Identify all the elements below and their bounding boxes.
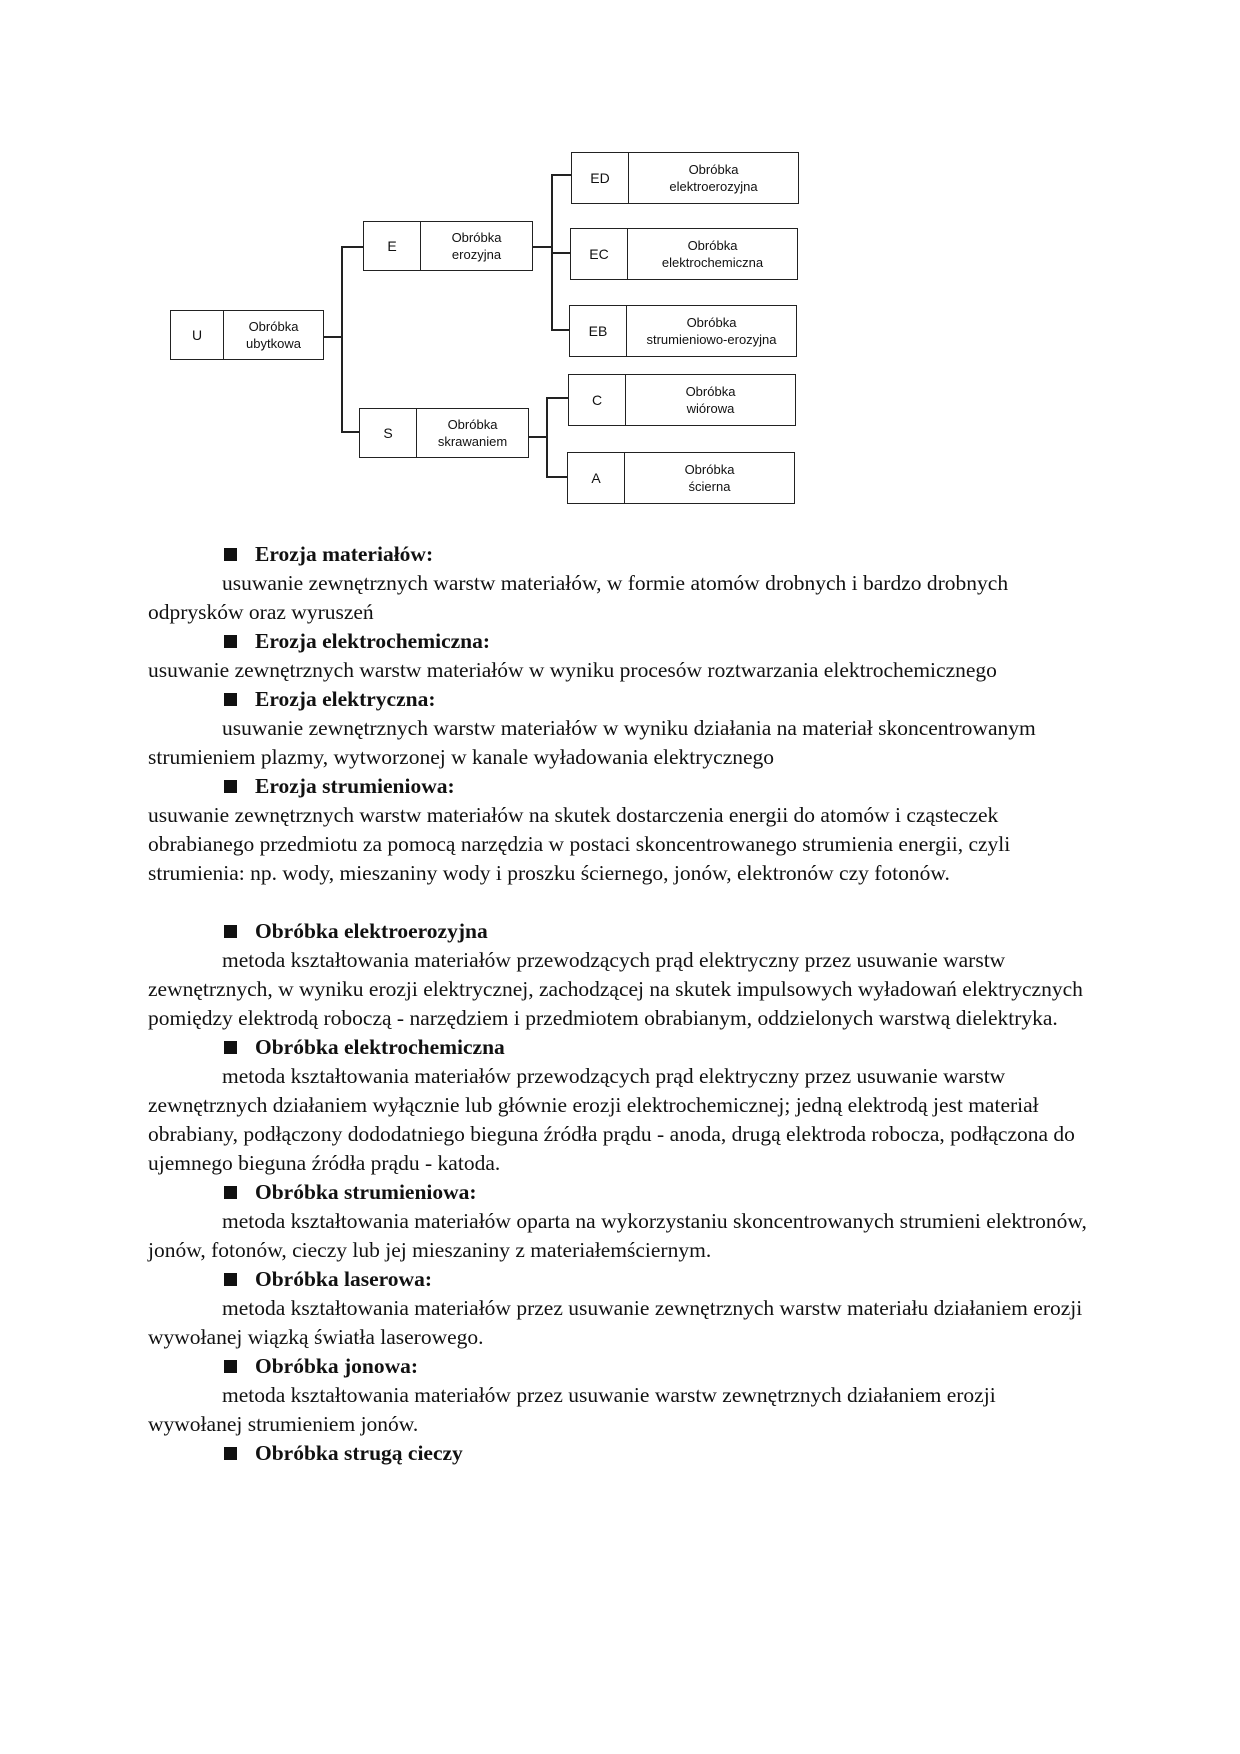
section-body: metoda kształtowania materiałów przez usuwanie zewnętrznych warstw materiału działaniem erozji wywołanej wiązką światła laserowego.: [148, 1296, 1083, 1349]
section-obrobka-strumieniowa: [148, 1178, 1088, 1265]
section-body: usuwanie zewnętrznych warstw materiałów, w formie atomów drobnych i bardzo drobnych odprysków oraz wyruszeń: [148, 571, 1009, 624]
square-bullet-icon: [224, 693, 237, 706]
connector-line: [341, 246, 363, 248]
section-body: metoda kształtowania materiałów przewodzących prąd elektryczny przez usuwanie warstw zewnętrznych, w wyniku erozji elektrycznej, zachodzącej na skutek impulsowych wyładowań elektrycznych pomiędzy elektrodą roboczą - narzędziem i przedmiotem obrabianym, oddzielonych warstwą dielektryka.: [148, 948, 1083, 1030]
connector-line: [551, 174, 571, 176]
diagram-node-root: [170, 310, 324, 360]
section-body: metoda kształtowania materiałów przez usuwanie warstw zewnętrznych działaniem erozji wywołanej strumieniem jonów.: [148, 1383, 996, 1436]
connector-line: [529, 436, 547, 438]
node-label: Obróbka skrawaniem: [437, 417, 508, 449]
section-erozja-materialow: [148, 540, 1088, 627]
classification-diagram: [0, 0, 1240, 520]
section-title: Obróbka jonowa:: [255, 1354, 419, 1378]
diagram-node-ec: [570, 228, 798, 280]
square-bullet-icon: [224, 635, 237, 648]
connector-line: [546, 476, 567, 478]
node-code: C: [569, 375, 626, 425]
node-code: EB: [570, 306, 627, 356]
section-obrobka-elektrochemiczna: [148, 1033, 1088, 1178]
section-title: Erozja elektryczna:: [255, 687, 436, 711]
square-bullet-icon: [224, 1360, 237, 1373]
diagram-node-eb: [569, 305, 797, 357]
node-label: Obróbka erozyjna: [451, 230, 502, 262]
section-erozja-strumieniowa: [148, 772, 1088, 888]
square-bullet-icon: [224, 1447, 237, 1460]
section-body: metoda kształtowania materiałów oparta na wykorzystaniu skoncentrowanych strumieni elektronów, jonów, fotonów, cieczy lub jej mieszaniny z materiałemściernym.: [148, 1209, 1087, 1262]
spacer: [148, 888, 1088, 917]
connector-line: [546, 397, 568, 399]
diagram-node-cutting: [359, 408, 529, 458]
section-title: Obróbka strugą cieczy: [255, 1441, 463, 1465]
section-body: usuwanie zewnętrznych warstw materiałów w wyniku działania na materiał skoncentrowanym strumieniem plazmy, wytworzonej w kanale wyładowania elektrycznego: [148, 716, 1036, 769]
section-title: Erozja strumieniowa:: [255, 774, 455, 798]
section-title: Obróbka laserowa:: [255, 1267, 432, 1291]
section-body: usuwanie zewnętrznych warstw materiałów na skutek dostarczenia energii do atomów i cząsteczek obrabianego przedmiotu za pomocą narzędzia w postaci skoncentrowanego strumienia energii, czyli strumienia: np. wody, mieszaniny wody i proszku ściernego, jonów, elektronów czy fotonów.: [148, 803, 1011, 885]
node-code: S: [360, 409, 417, 457]
node-label: Obróbka wiórowa: [685, 384, 736, 416]
node-code: A: [568, 453, 625, 503]
square-bullet-icon: [224, 548, 237, 561]
section-obrobka-struga-cieczy: [148, 1439, 1088, 1468]
node-code: E: [364, 222, 421, 270]
diagram-node-c: [568, 374, 796, 426]
connector-line: [341, 431, 359, 433]
section-title: Obróbka strumieniowa:: [255, 1180, 477, 1204]
section-title: Obróbka elektroerozyjna: [255, 919, 488, 943]
node-label: Obróbka ścierna: [684, 462, 735, 494]
section-erozja-elektryczna: [148, 685, 1088, 772]
square-bullet-icon: [224, 925, 237, 938]
square-bullet-icon: [224, 1041, 237, 1054]
node-code: ED: [572, 153, 629, 203]
section-body: usuwanie zewnętrznych warstw materiałów w wyniku procesów roztwarzania elektrochemicznego: [148, 658, 997, 682]
diagram-node-a: [567, 452, 795, 504]
square-bullet-icon: [224, 1273, 237, 1286]
square-bullet-icon: [224, 780, 237, 793]
connector-line: [341, 246, 343, 432]
section-title: Erozja elektrochemiczna:: [255, 629, 491, 653]
square-bullet-icon: [224, 1186, 237, 1199]
section-title: Erozja materiałów:: [255, 542, 434, 566]
section-obrobka-laserowa: [148, 1265, 1088, 1352]
node-label: Obróbka elektroerozyjna: [669, 162, 758, 194]
connector-line: [551, 329, 569, 331]
diagram-node-erosion: [363, 221, 533, 271]
diagram-node-ed: [571, 152, 799, 204]
section-erozja-elektrochemiczna: [148, 627, 1088, 685]
connector-line: [533, 246, 551, 248]
section-obrobka-jonowa: [148, 1352, 1088, 1439]
section-body: metoda kształtowania materiałów przewodzących prąd elektryczny przez usuwanie warstw zewnętrznych działaniem wyłącznie lub głównie erozji elektrochemicznej; jedną elektrodą jest materiał obrabiany, podłączony dododatniego bieguna źródła prądu - anoda, drugą elektroda robocza, podłączona do ujemnego bieguna źródła prądu - katoda.: [148, 1064, 1075, 1175]
connector-line: [546, 397, 548, 477]
node-code: EC: [571, 229, 628, 279]
connector-line: [324, 336, 342, 338]
section-obrobka-elektroerozyjna: [148, 917, 1088, 1033]
section-title: Obróbka elektrochemiczna: [255, 1035, 505, 1059]
definitions-text: [148, 540, 1088, 1468]
connector-line: [551, 252, 570, 254]
node-label: Obróbka ubytkowa: [246, 319, 301, 351]
node-label: Obróbka strumieniowo-erozyjna: [646, 315, 777, 347]
node-label: Obróbka elektrochemiczna: [661, 238, 764, 270]
node-code: U: [171, 311, 224, 359]
